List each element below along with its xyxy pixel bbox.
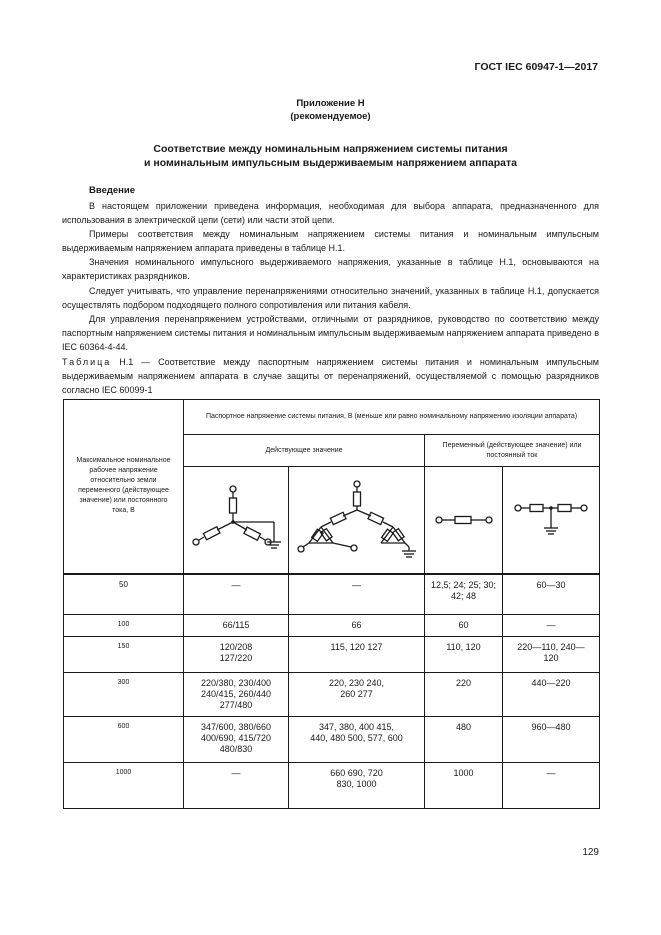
voltage-table (63, 399, 600, 809)
cell-ac-dc-three-wire: 440—220 (503, 673, 600, 717)
cell-max-voltage: 600 (64, 717, 184, 763)
heading-line-2: и номинальным импульсным выдерживаемым напряжением аппарата (144, 157, 517, 169)
intro-paragraph: Значения номинального импульсного выдерживаемого напряжения, указанные в таблице Н.1, основываются на характеристиках разрядников. (62, 257, 599, 282)
cell-rms-three-phase: — (184, 574, 289, 615)
cell-ac-dc-two-wire: 1000 (425, 763, 503, 809)
table-row (64, 574, 600, 615)
table-row (64, 673, 600, 717)
delta-earthed-icon (297, 479, 417, 561)
cell-rms-three-phase: — (184, 763, 289, 809)
cell-rms-delta: 115, 120 127 (289, 637, 425, 673)
cell-max-voltage: 50 (64, 574, 184, 615)
three-wire-earthed-icon (514, 500, 588, 540)
intro-paragraph: Для управления перенапряжением устройствами, отличными от разрядников, руководство по соответствию между паспортным напряжением системы питания и номинальным импульсным выдерживаемым напряжением аппарата приведено в IEC 60364-4-44. (62, 313, 599, 352)
standard-code: ГОСТ IEC 60947-1—2017 (474, 61, 598, 73)
table-caption-text: Н.1 — Соответствие между паспортным напряжением системы питания и номинальным импульсным выдерживаемым напряжением аппарата в случае защиты от перенапряжений, осуществляемой с помощью разрядников согласно IEC 60099-1 (62, 357, 599, 395)
heading-line-1: Соответствие между номинальным напряжением системы питания (153, 143, 508, 155)
intro-paragraph: В настоящем приложении приведена информация, необходимая для выбора аппарата, предназначенного для использования в электрической цепи (сети) или части этой цепи. (62, 201, 599, 226)
cell-ac-dc-two-wire: 480 (425, 717, 503, 763)
star-earthed-diagram (184, 467, 289, 574)
intro-paragraphs (62, 199, 599, 354)
table-row (64, 615, 600, 637)
star-earthed-icon (191, 482, 281, 558)
appendix-subtitle: (рекомендуемое) (290, 111, 371, 122)
cell-rms-delta: — (289, 574, 425, 615)
two-wire-diagram (425, 467, 503, 574)
cell-ac-dc-three-wire: 60—30 (503, 574, 600, 615)
table-row (64, 637, 600, 673)
cell-ac-dc-three-wire: — (503, 763, 600, 809)
cell-rms-delta: 347, 380, 400 415, 440, 480 500, 577, 600 (289, 717, 425, 763)
cell-ac-dc-three-wire: 960—480 (503, 717, 600, 763)
cell-ac-dc-two-wire: 60 (425, 615, 503, 637)
appendix-title: Приложение Н (296, 98, 365, 109)
page-number: 129 (582, 847, 599, 858)
three-wire-earthed-diagram (503, 467, 600, 574)
header-supply-voltage: Паспортное напряжение системы питания, В (меньше или равно номинальному напряжению изоляции аппарата) (184, 400, 600, 435)
table-row (64, 763, 600, 809)
cell-rms-three-phase: 120/208 127/220 (184, 637, 289, 673)
cell-rms-three-phase: 347/600, 380/660 400/690, 415/720 480/830 (184, 717, 289, 763)
intro-paragraph: Следует учитывать, что управление перенапряжениями относительно значений, указанных в таблице Н.1, допускается осуществлять подбором подходящего полного сопротивления или питания кабеля. (62, 285, 599, 310)
cell-max-voltage: 100 (64, 615, 184, 637)
table-caption-label: Таблица (62, 357, 112, 367)
cell-max-voltage: 1000 (64, 763, 184, 809)
table-caption (62, 355, 599, 397)
two-wire-icon (434, 512, 494, 528)
cell-rms-three-phase: 220/380, 230/400 240/415, 260/440 277/480 (184, 673, 289, 717)
cell-rms-three-phase: 66/115 (184, 615, 289, 637)
delta-earthed-diagram (289, 467, 425, 574)
table-row (64, 717, 600, 763)
cell-max-voltage: 150 (64, 637, 184, 673)
cell-ac-dc-two-wire: 220 (425, 673, 503, 717)
cell-ac-dc-three-wire: 220—110, 240—120 (503, 637, 600, 673)
cell-max-voltage: 300 (64, 673, 184, 717)
header-rms: Действующее значение (184, 435, 425, 467)
cell-ac-dc-two-wire: 110, 120 (425, 637, 503, 673)
intro-paragraph: Примеры соответствия между номинальным напряжением системы питания и номинальным импульсным выдерживаемым напряжением аппарата приведены в таблице Н.1. (62, 229, 599, 254)
header-max-voltage: Максимальное номинальное рабочее напряжение относительно земли переменного (действующее значение) или постоянного тока, В (64, 400, 184, 574)
cell-rms-delta: 660 690, 720 830, 1000 (289, 763, 425, 809)
cell-rms-delta: 66 (289, 615, 425, 637)
cell-ac-dc-two-wire: 12,5; 24; 25; 30; 42; 48 (425, 574, 503, 615)
header-ac-dc: Переменный (действующее значение) или постоянный ток (425, 435, 600, 467)
cell-rms-delta: 220, 230 240, 260 277 (289, 673, 425, 717)
cell-ac-dc-three-wire: — (503, 615, 600, 637)
intro-heading: Введение (89, 185, 136, 196)
